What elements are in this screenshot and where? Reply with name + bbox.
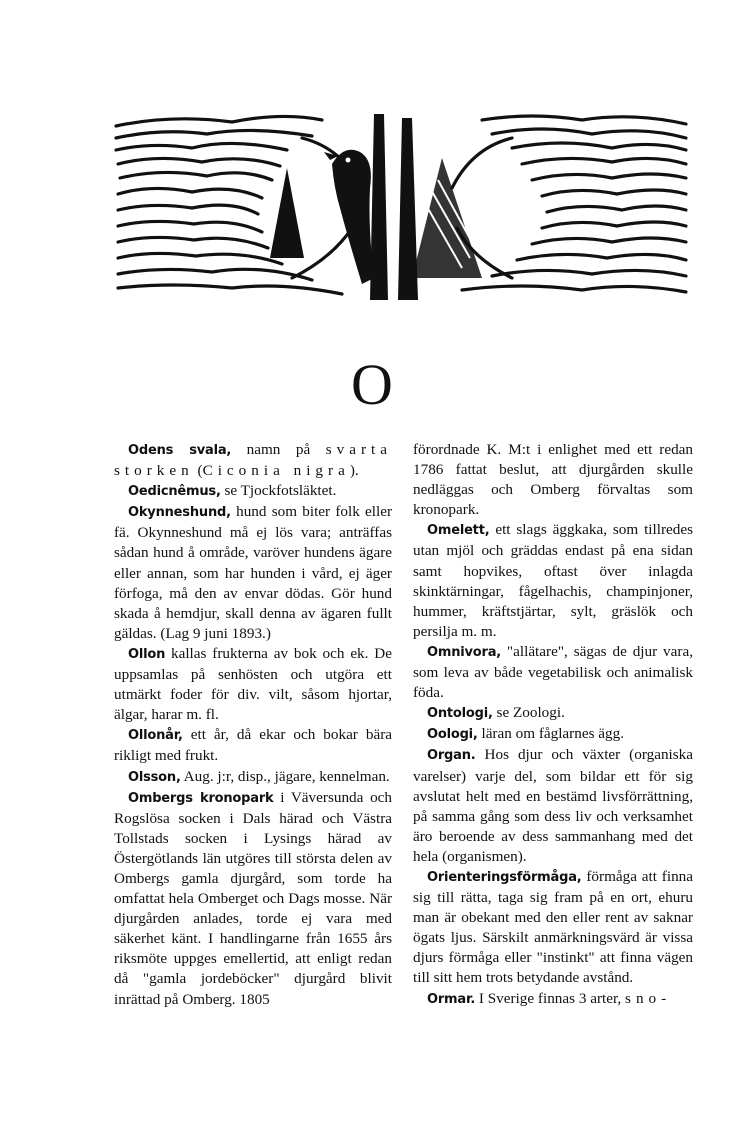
- entry-spaced-text: sno-: [625, 989, 672, 1007]
- entry-text: kallas frukterna av bok och ek. De uppsamlas på senhösten och utgöra ett utmärkt foder för div. vilt, såsom hjortar, älgar, harar m. fl.: [114, 644, 392, 724]
- right-column: [413, 440, 693, 1010]
- left-column: [114, 440, 392, 1010]
- section-letter: O: [351, 352, 393, 417]
- entry-text: (: [193, 462, 203, 480]
- entry-headword: Oedicnêmus,: [128, 484, 221, 500]
- entry-ollonar: [114, 725, 392, 766]
- entry-text: I Sverige finnas 3 arter,: [475, 989, 626, 1007]
- entry-text: Hos djur och växter (organiska varelser) varje del, som bildar ett för sig avslutat helt med en bestämd livsförrättning, på samma gång som dess liv och verksamhet äro beroende av dess sammanhang med det hela (organismen).: [413, 746, 693, 865]
- entry-text: Aug. j:r, disp., jägare, kennelman.: [180, 767, 390, 785]
- entry-headword: Organ.: [427, 748, 476, 764]
- entry-text: läran om fåglarnes ägg.: [477, 725, 624, 743]
- woodpecker-on-tree-icon: [112, 108, 690, 300]
- entry-headword: Ormar.: [427, 991, 476, 1007]
- entry-headword: Olsson,: [128, 769, 181, 785]
- entry-organ: [413, 745, 693, 867]
- entry-text: se Tjockfotsläktet.: [220, 482, 337, 500]
- entry-spaced-text: Ciconia nigra: [202, 462, 350, 480]
- entry-ontologi: [413, 703, 693, 724]
- entry-headword: Oologi,: [427, 727, 478, 743]
- entry-oologi: [413, 724, 693, 745]
- entry-headword: Ollonår,: [128, 728, 183, 744]
- entry-text: hund som biter folk eller fä. Okynneshund må ej lös vara; anträffas sådan hund å område, varöver hundens ägare eller annan, som har hunden i vård, ej äger förfoga, må den av envar dödas. Gör hund skada å hemdjur, skall denna av ägaren fullt gäldas. (Lag 9 juni 1893.): [114, 503, 392, 642]
- entry-headword: Ollon: [128, 646, 166, 662]
- entry-headword: Omelett,: [427, 523, 490, 539]
- entry-text: ett år, då ekar och bokar bära rikligt med frukt.: [114, 726, 392, 765]
- entry-ombergs-kronopark: [114, 788, 392, 1010]
- entry-headword: Ombergs kronopark: [128, 790, 274, 806]
- entry-olsson: [114, 767, 392, 788]
- entry-ormar: [413, 989, 693, 1010]
- entry-omnivora: [413, 642, 693, 703]
- entry-omelett: [413, 520, 693, 642]
- entry-headword: Ontologi,: [427, 706, 493, 722]
- entry-headword: Orienteringsförmåga,: [427, 869, 582, 885]
- entry-okynneshund: [114, 502, 392, 644]
- entry-text: se Zoologi.: [492, 704, 565, 722]
- entry-orienteringsformaga: [413, 867, 693, 989]
- entry-headword: Omnivora,: [427, 644, 502, 660]
- entry-text: ).: [349, 462, 359, 480]
- entry-spaced-text: svarta storken: [114, 441, 392, 480]
- entry-text: namn på: [231, 441, 326, 458]
- entry-headword: Odens svala,: [128, 443, 232, 458]
- entry-text: "allätare", sägas de djur vara, som leva av både vegetabilisk och animalisk föda.: [413, 642, 693, 702]
- entry-oedicnemus: [114, 481, 392, 502]
- entry-text: i Väversunda och Rogslösa socken i Dals härad och Västra Tollstads socken i Lysings härad av Östergötlands län utgöres till största delen av Ombergs gamla djurgård, som torde ha omfattat hela Omberget och Dags mosse. När djurgården anlades, torde ej vara med säkerhet känt. I handlingarne från 1655 års riksmöte uppges emellertid, att enligt redan då "gamla jordeböcker" djurgård blivit inrättad på Omberg. 1805: [114, 788, 392, 1008]
- entry-headword: Okynneshund,: [128, 505, 231, 521]
- entry-continuation: förordnade K. M:t i enlighet med ett redan 1786 fattat beslut, att djurgården skulle nedläggas och Omberg förvaltas som kronopark.: [413, 441, 693, 519]
- entry-ollon: [114, 644, 392, 725]
- entry-text: förmåga att finna sig till rätta, taga sig fram på en ort, ehuru man är obekant med den eller rent av saknar ögats ljus. Särskilt anmärkningsvärd är vissa djurs förmåga eller "instinkt" att finna vägen till sitt hem trots betydande avstånd.: [413, 867, 693, 987]
- entry-odens-svala: [114, 440, 392, 481]
- entry-text: ett slags äggkaka, som tillredes utan mjöl och gräddas endast på ena sidan samt hopvikes, oftast över inlagda skinktärningar, fågelhachis, champinjoner, hummer, kräftstjärtar, sylt, gräslök och persilja m. m.: [413, 521, 693, 640]
